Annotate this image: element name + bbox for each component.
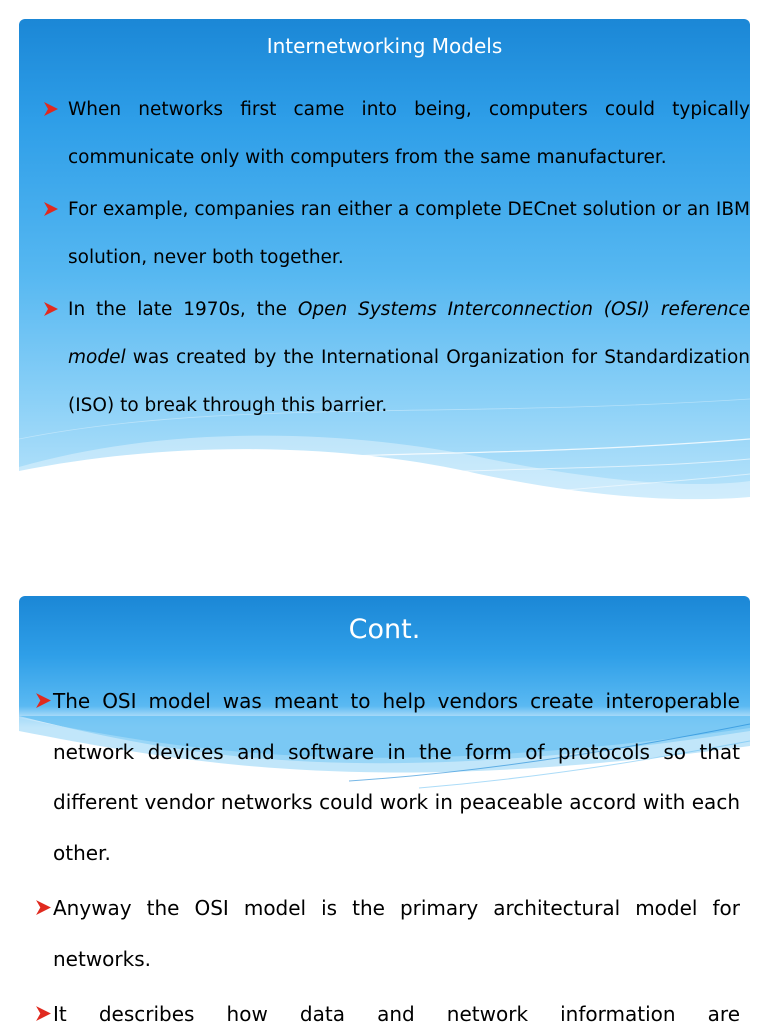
slide-cont: [19, 596, 750, 1024]
bullet-text: In the late 1970s, the: [68, 299, 298, 320]
slide-title: Internetworking Models: [266, 34, 503, 58]
arrowhead-bullet-icon: [35, 899, 52, 916]
bullet-item: [35, 676, 740, 878]
bullet-text: It describes how data and network information are: [53, 1002, 740, 1024]
bullet-text-italic: Open Systems Interconnection (OSI) reference model: [68, 299, 750, 368]
bullet-item: [43, 186, 750, 282]
slide-internetworking-models: [19, 19, 750, 524]
arrowhead-bullet-icon: [35, 692, 52, 709]
bullet-list: [43, 86, 750, 434]
bullet-item: [43, 86, 750, 182]
arrowhead-bullet-icon: [35, 1005, 52, 1022]
bullet-text: was created by the International Organization for Standardization (ISO) to break through this barrier.: [68, 347, 750, 416]
bullet-text: The OSI model was meant to help vendors create interoperable network devices and software in the form of protocols so that different vendor networks could work in peaceable accord with each other.: [53, 689, 740, 865]
arrowhead-bullet-icon: [43, 301, 59, 317]
arrowhead-bullet-icon: [43, 101, 59, 117]
bullet-list: [35, 676, 740, 1024]
bullet-text: For example, companies ran either a complete DECnet solution or an IBM solution, never both together.: [68, 199, 750, 268]
bullet-text: Anyway the OSI model is the primary architectural model for networks.: [53, 896, 740, 971]
bullet-text: When networks first came into being, computers could typically communicate only with computers from the same manufacturer.: [68, 99, 750, 168]
bullet-item: [43, 286, 750, 430]
slide-title: Cont.: [348, 614, 421, 645]
bullet-item: [35, 883, 740, 984]
arrowhead-bullet-icon: [43, 201, 59, 217]
bullet-item: [35, 989, 740, 1024]
